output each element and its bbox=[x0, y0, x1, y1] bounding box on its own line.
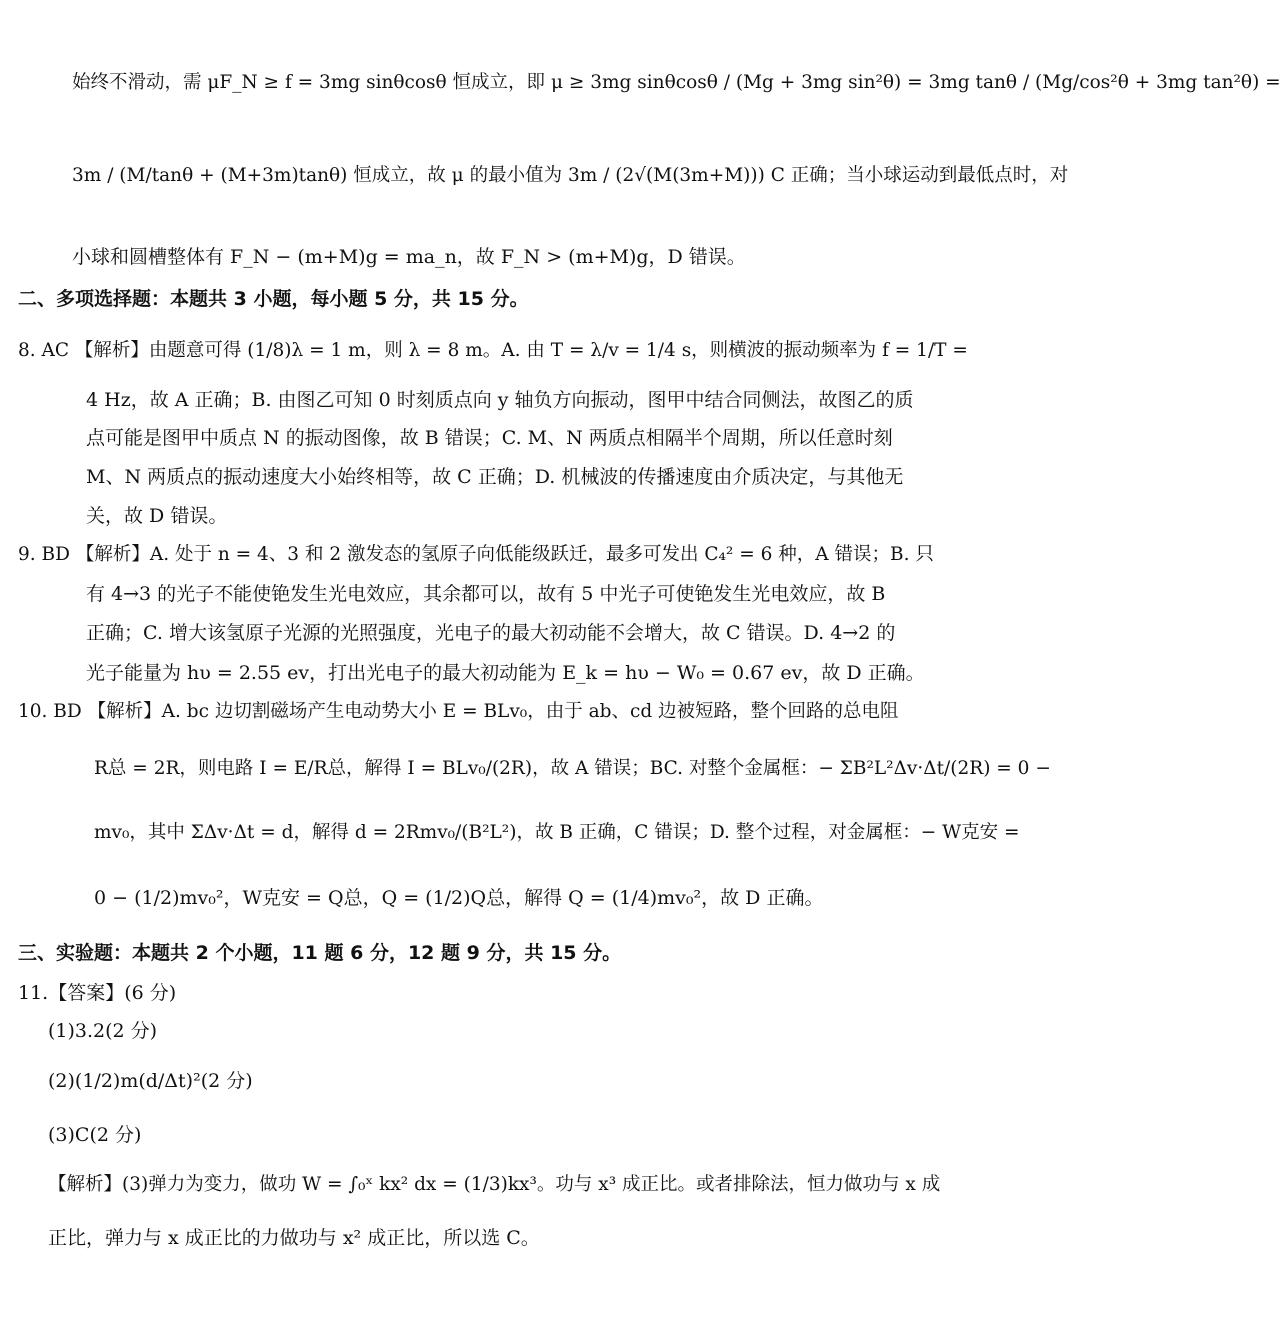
answer-8: 8. AC 【解析】由题意可得 (1/8)λ = 1 m，则 λ = 8 m。A. 由 T = λ/v = 1/4 s，则横波的振动频率为 f = 1/T = bbox=[18, 340, 968, 361]
text-line: mv₀，其中 ΣΔv·Δt = d，解得 d = 2Rmv₀/(B²L²)，故 B 正确，C 错误；D. 整个过程，对金属框：− W克安 = bbox=[94, 822, 1020, 843]
text-line: 始终不滑动，需 μF_N ≥ f = 3mg sinθcosθ 恒成立，即 μ ≥ 3mg sinθcosθ / (Mg + 3mg sin²θ) = 3mg tanθ / (Mg/cos²θ + 3mg tan²θ) = bbox=[72, 72, 1281, 93]
text-line: 有 4→3 的光子不能使铯发生光电效应，其余都可以，故有 5 中光子可使铯发生光电效应，故 B bbox=[86, 583, 886, 605]
text-line: 3m / (M/tanθ + (M+3m)tanθ) 恒成立，故 μ 的最小值为 3m / (2√(M(3m+M))) C 正确；当小球运动到最低点时，对 bbox=[72, 165, 1069, 186]
text-line: 光子能量为 hυ = 2.55 ev，打出光电子的最大初动能为 E_k = hυ − W₀ = 0.67 ev，故 D 正确。 bbox=[86, 662, 925, 684]
text-line: 【解析】(3)弹力为变力，做功 W = ∫₀ˣ kx² dx = (1/3)kx³。功与 x³ 成正比。或者排除法，恒力做功与 x 成 bbox=[48, 1174, 941, 1195]
answer-9: 9. BD 【解析】A. 处于 n = 4、3 和 2 激发态的氢原子向低能级跃迁，最多可发出 C₄² = 6 种，A 错误；B. 只 bbox=[18, 544, 934, 565]
text-line: 关，故 D 错误。 bbox=[86, 505, 228, 527]
text-line: M、N 两质点的振动速度大小始终相等，故 C 正确；D. 机械波的传播速度由介质决定，与其他无 bbox=[86, 466, 904, 488]
text-line: 0 − (1/2)mv₀²，W克安 = Q总，Q = (1/2)Q总，解得 Q = (1/4)mv₀²，故 D 正确。 bbox=[94, 887, 824, 909]
answer-10: 10. BD 【解析】A. bc 边切割磁场产生电动势大小 E = BLv₀，由于 ab、cd 边被短路，整个回路的总电阻 bbox=[18, 701, 899, 722]
text-line: 小球和圆槽整体有 F_N − (m+M)g = ma_n，故 F_N > (m+M)g，D 错误。 bbox=[72, 246, 746, 268]
section-heading-experiment: 三、实验题：本题共 2 个小题，11 题 6 分，12 题 9 分，共 15 分。 bbox=[18, 942, 622, 964]
text-line: 4 Hz，故 A 正确；B. 由图乙可知 0 时刻质点向 y 轴负方向振动，图甲中结合同侧法，故图乙的质 bbox=[86, 389, 914, 411]
answer-11-part-1: (1)3.2(2 分) bbox=[48, 1020, 158, 1042]
text-line: 点可能是图甲中质点 N 的振动图像，故 B 错误；C. M、N 两质点相隔半个周期，所以任意时刻 bbox=[86, 427, 893, 449]
section-heading-multiple-choice: 二、多项选择题：本题共 3 小题，每小题 5 分，共 15 分。 bbox=[18, 288, 529, 310]
text-line: 正比，弹力与 x 成正比的力做功与 x² 成正比，所以选 C。 bbox=[48, 1227, 540, 1249]
answer-11-part-2: (2)(1/2)m(d/Δt)²(2 分) bbox=[48, 1070, 253, 1092]
answer-11-part-3: (3)C(2 分) bbox=[48, 1124, 142, 1146]
text-line: R总 = 2R，则电路 I = E/R总，解得 I = BLv₀/(2R)，故 A 错误；BC. 对整个金属框：− ΣB²L²Δv·Δt/(2R) = 0 − bbox=[94, 758, 1051, 779]
text-line: 正确；C. 增大该氢原子光源的光照强度，光电子的最大初动能不会增大，故 C 错误。D. 4→2 的 bbox=[86, 622, 896, 644]
answer-11-title: 11.【答案】(6 分) bbox=[18, 982, 177, 1004]
